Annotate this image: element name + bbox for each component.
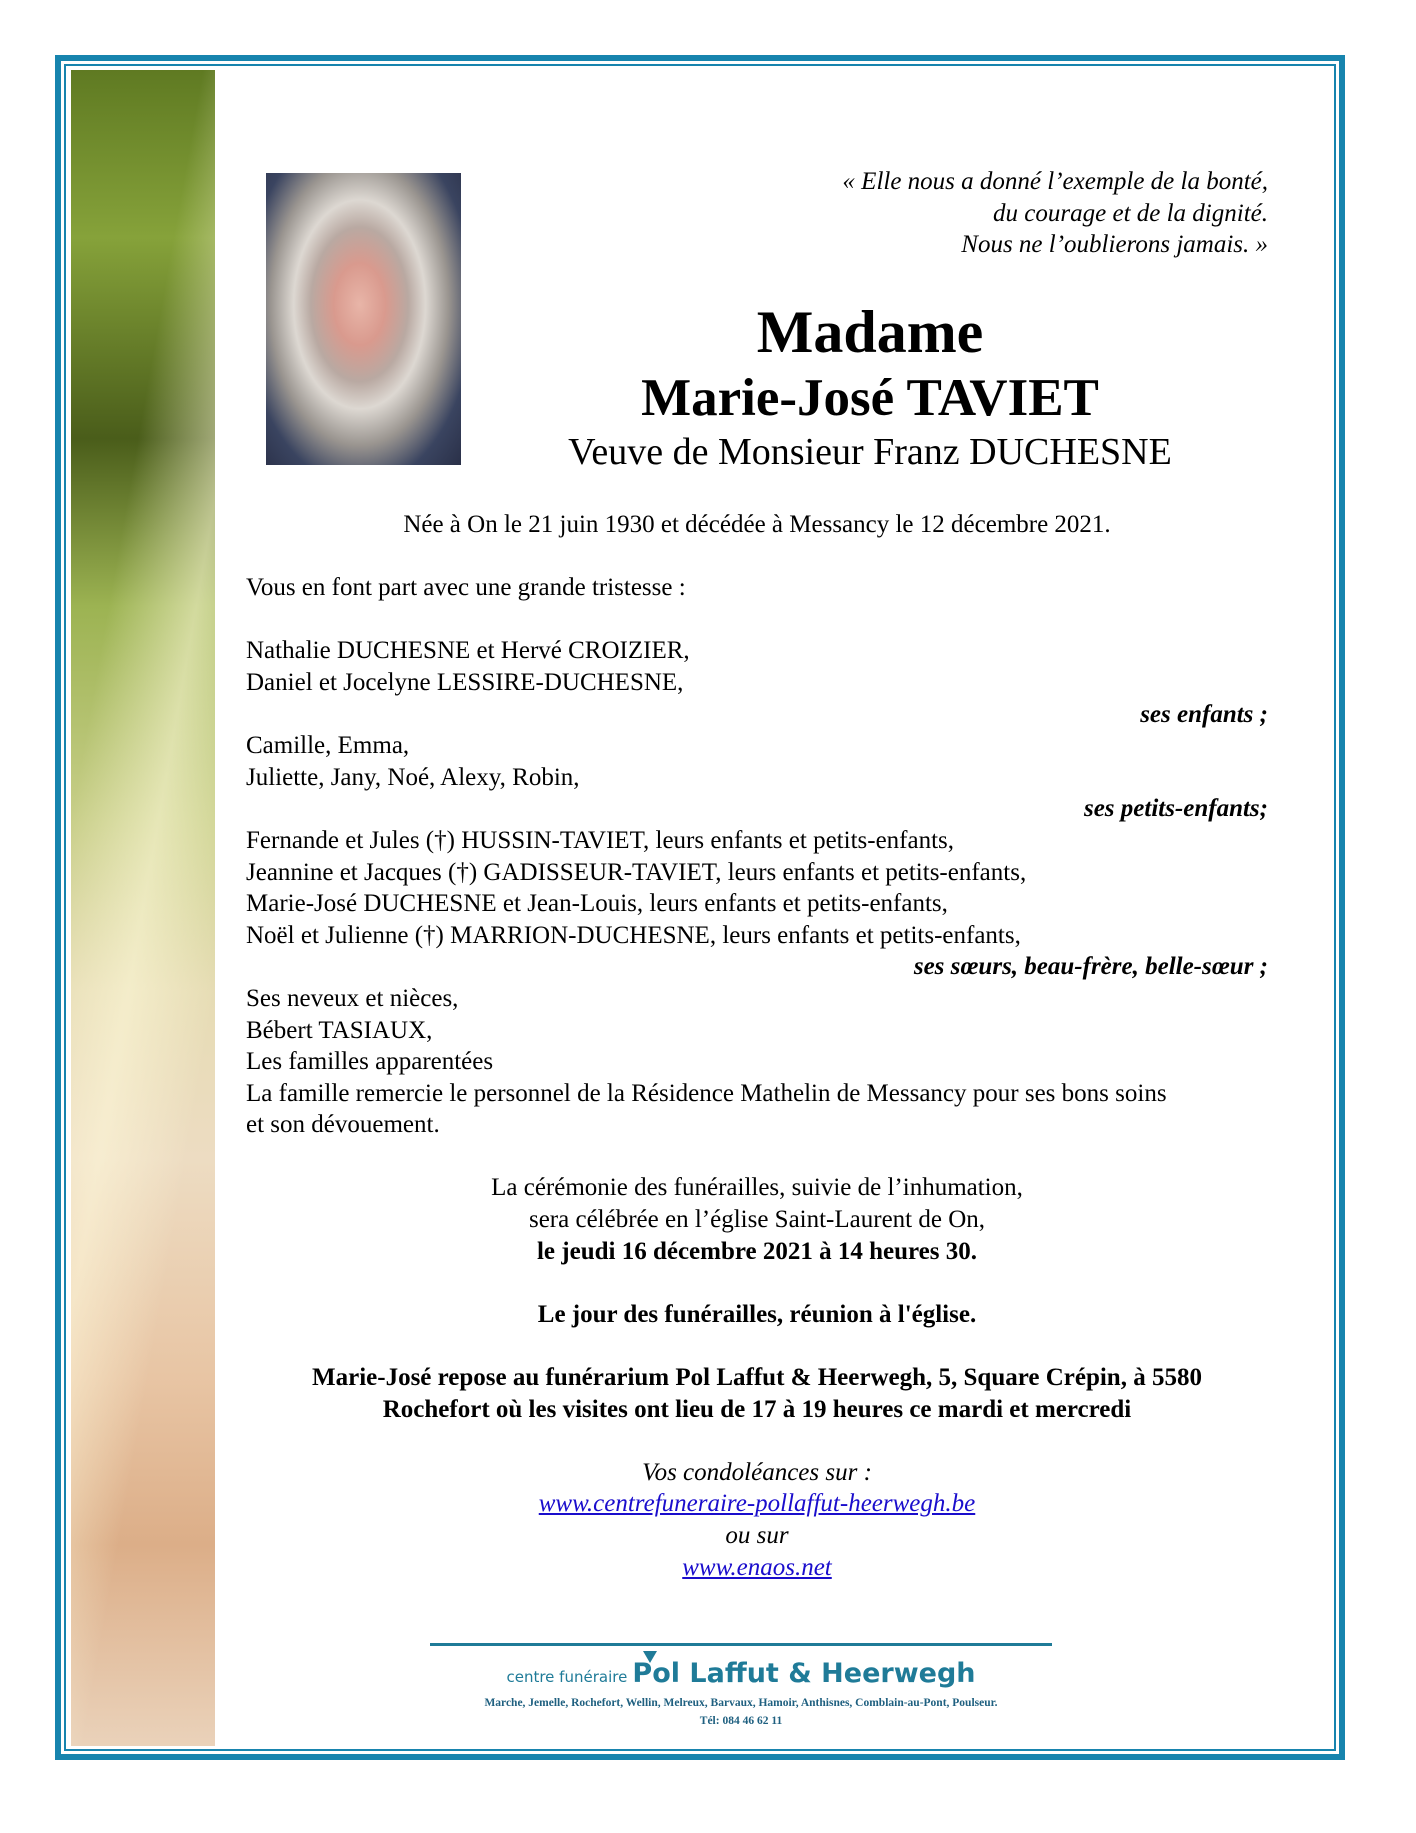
siblings-label: ses sœurs, beau-frère, belle-sœur ;: [913, 953, 1268, 981]
enaos-link[interactable]: www.enaos.net: [682, 1553, 832, 1581]
quote-line: du courage et de la dignité.: [993, 199, 1268, 227]
footer-divider: [430, 1643, 1052, 1646]
footer-phone: Tél: 084 46 62 11: [699, 1715, 783, 1727]
memorial-quote: [842, 166, 1268, 261]
announcement-body: [246, 509, 1268, 1583]
thanks: et son dévouement.: [246, 1111, 440, 1139]
forest-path-image: [71, 70, 215, 1746]
logo-prefix: centre funéraire: [506, 1668, 628, 1686]
deceased-name: Marie-José TAVIET: [641, 369, 1099, 427]
widow-of: Veuve de Monsieur Franz DUCHESNE: [568, 431, 1172, 473]
ceremony: La cérémonie des funérailles, suivie de l’inhumation,: [491, 1174, 1023, 1202]
grandchildren: Juliette, Jany, Noé, Alexy, Robin,: [246, 763, 580, 791]
grandchildren-label: ses petits-enfants;: [1083, 795, 1268, 823]
other-family: Bébert TASIAUX,: [246, 1016, 433, 1044]
funeral-home-logo: [430, 1658, 1052, 1689]
or-label: ou sur: [725, 1522, 789, 1549]
thanks: La famille remercie le personnel de la Résidence Mathelin de Messancy pour ses bons soins: [246, 1079, 1167, 1107]
intro: Vous en font part avec une grande tristesse :: [246, 574, 686, 602]
other-family: Ses neveux et nièces,: [246, 984, 459, 1012]
quote-line: Nous ne l’oublierons jamais. »: [961, 231, 1268, 258]
visits: Marie-José repose au funérarium Pol Laffut & Heerwegh, 5, Square Crépin, à 5580: [312, 1364, 1202, 1392]
funeral-home-link[interactable]: www.centrefuneraire-pollaffut-heerwegh.be: [538, 1490, 976, 1518]
ceremony: sera célébrée en l’église Saint-Laurent de On,: [528, 1206, 986, 1234]
logo-brand: Pol Laffut & Heerwegh: [632, 1658, 976, 1689]
quote-line: « Elle nous a donné l’exemple de la bonté,: [842, 168, 1268, 195]
grandchildren: Camille, Emma,: [246, 732, 410, 760]
child: Daniel et Jocelyne LESSIRE-DUCHESNE,: [246, 668, 684, 696]
visits: Rochefort où les visites ont lieu de 17 à 19 heures ce mardi et mercredi: [382, 1395, 1132, 1423]
condolences-label: Vos condoléances sur :: [642, 1458, 872, 1486]
title: Madame: [756, 299, 984, 365]
other-family: Les familles apparentées: [246, 1048, 494, 1076]
sibling: Marie-José DUCHESNE et Jean-Louis, leurs enfants et petits-enfants,: [246, 890, 948, 918]
child: Nathalie DUCHESNE et Hervé CROIZIER,: [246, 637, 690, 665]
ceremony-date: le jeudi 16 décembre 2021 à 14 heures 30.: [536, 1237, 977, 1265]
children-label: ses enfants ;: [1140, 700, 1268, 728]
birth-death: Née à On le 21 juin 1930 et décédée à Messancy le 12 décembre 2021.: [403, 511, 1111, 538]
meeting: Le jour des funérailles, réunion à l'église.: [537, 1300, 977, 1328]
sibling: Fernande et Jules (†) HUSSIN-TAVIET, leurs enfants et petits-enfants,: [246, 826, 955, 854]
footer-towns: Marche, Jemelle, Rochefort, Wellin, Melreux, Barvaux, Hamoir, Anthisnes, Comblain-au-Pont, Poulseur.: [484, 1697, 998, 1709]
sibling: Jeannine et Jacques (†) GADISSEUR-TAVIET, leurs enfants et petits-enfants,: [246, 858, 1027, 886]
sibling: Noël et Julienne (†) MARRION-DUCHESNE, leurs enfants et petits-enfants,: [246, 921, 1021, 949]
